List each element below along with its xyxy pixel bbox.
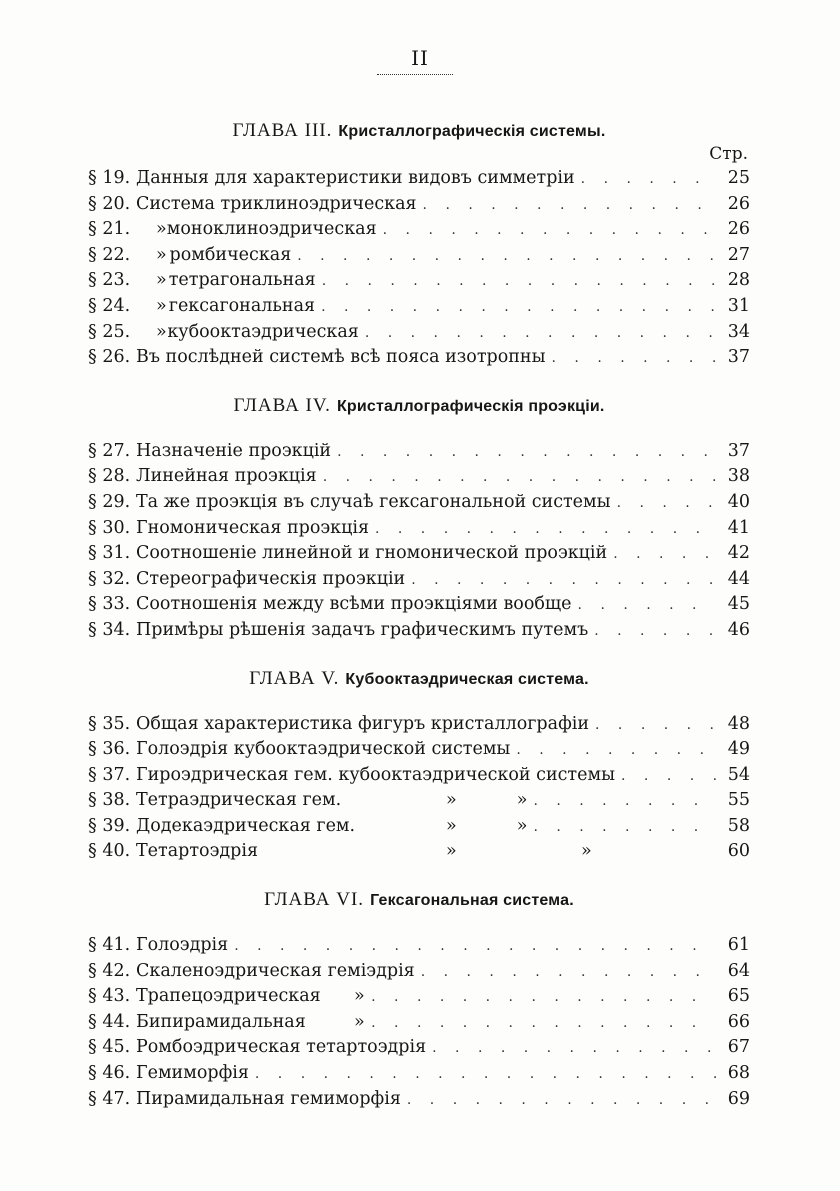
page-ref: 44: [727, 568, 750, 589]
ditto-mark: »: [156, 244, 167, 265]
chapter-3: [88, 116, 750, 371]
toc-entry: [88, 1035, 750, 1061]
toc-entry: [88, 814, 750, 840]
page-ref: 40: [727, 491, 750, 512]
dot-leader: [407, 1088, 716, 1114]
dot-leader: [617, 491, 716, 517]
ditto-mark: »: [354, 986, 365, 1007]
section-number: § 42.: [88, 960, 131, 981]
ditto-mark: »: [156, 321, 167, 342]
ditto-mark: »: [446, 815, 457, 836]
dot-leader: [552, 346, 716, 372]
toc-entry: [88, 464, 750, 490]
toc-entry: [88, 320, 750, 346]
page-ref: 68: [727, 1063, 750, 1084]
section-number: § 41.: [88, 935, 131, 956]
section-title: Система триклиноэдрическая: [136, 193, 417, 214]
page-ref: 25: [727, 168, 750, 188]
section-number: § 46.: [88, 1063, 131, 1084]
section-number: § 20.: [88, 193, 131, 214]
section-title: Пирамидальная гемиморфія: [136, 1088, 401, 1109]
toc-entry: [88, 294, 750, 320]
section-title: Общая характеристика фигуръ кристаллографіи: [136, 713, 590, 734]
dot-leader: [421, 960, 716, 986]
toc-entry: [88, 984, 750, 1010]
dot-leader: [621, 764, 716, 790]
toc-entry: [88, 567, 750, 593]
toc-entry: [88, 243, 750, 269]
dot-leader: [533, 815, 716, 841]
page-ref: 34: [727, 321, 750, 342]
section-number: § 21.: [88, 219, 131, 240]
section-title: Соотношеніе линейной и гномонической проэкцій: [136, 543, 608, 564]
page-ref: 60: [727, 841, 750, 862]
toc-entry: [88, 439, 750, 465]
section-title: Данныя для характеристики видовъ симметріи: [136, 168, 575, 188]
toc-entry: [88, 268, 750, 294]
page-ref: 48: [727, 713, 750, 734]
section-number: § 39.: [88, 815, 131, 836]
chapter-title: Гексагональная система.: [370, 892, 574, 910]
page-ref: 64: [727, 960, 750, 981]
section-number: § 37.: [88, 764, 131, 785]
dot-leader: [375, 517, 716, 543]
chapter-title: Кристаллографическія системы.: [338, 123, 606, 140]
page-ref: 65: [727, 986, 750, 1007]
dot-leader: [411, 568, 716, 594]
page-ref: 37: [727, 347, 750, 368]
toc-entry: [88, 541, 750, 567]
section-title: Тетраэдрическая гем.: [136, 790, 342, 811]
page-ref: 61: [727, 935, 750, 956]
dot-leader: [234, 934, 716, 960]
section-title: Та же проэкція въ случаѣ гексагональной системы: [136, 491, 611, 512]
ditto-mark: »: [516, 815, 528, 836]
section-title: Примѣры рѣшенія задачъ графическимъ путемъ: [136, 619, 589, 640]
dot-leader: [365, 321, 716, 347]
page-ref: 66: [727, 1011, 750, 1032]
chapter-label: ГЛАВА III.: [232, 120, 333, 141]
section-number: § 32.: [88, 568, 131, 589]
toc-entry: [88, 763, 750, 789]
toc-entry: [88, 959, 750, 985]
section-title: Гномоническая проэкція: [136, 517, 369, 538]
page-ref: 49: [727, 739, 750, 760]
toc-entry: [88, 166, 750, 192]
dot-leader: [533, 789, 716, 815]
toc-entry: [88, 1087, 750, 1113]
section-number: § 30.: [88, 517, 131, 538]
toc-entry: [88, 737, 750, 763]
section-title: Бипирамидальная: [136, 1011, 306, 1032]
toc-entry: [88, 490, 750, 516]
toc-entry: [88, 592, 750, 618]
page-ref: 28: [727, 270, 750, 291]
section-title: моноклиноэдрическая: [166, 219, 377, 240]
ditto-mark: »: [446, 841, 457, 862]
ditto-mark: »: [446, 790, 457, 811]
chapter-4: [88, 391, 750, 644]
page-ref: 41: [727, 517, 750, 538]
section-title: Голоэдрія кубооктаэдрической системы: [136, 739, 511, 760]
toc-entry: [88, 933, 750, 959]
page-ref: 31: [727, 295, 750, 316]
dot-leader: [297, 244, 716, 270]
toc-entry: [88, 217, 750, 243]
section-number: § 19.: [88, 168, 131, 188]
ditto-mark: »: [156, 295, 167, 316]
dot-leader: [383, 218, 716, 244]
section-title: Линейная проэкція: [136, 466, 317, 487]
ditto-mark: »: [516, 790, 528, 811]
section-number: § 29.: [88, 491, 131, 512]
toc-entry: [88, 788, 750, 814]
section-number: § 35.: [88, 713, 131, 734]
page-ref: 58: [727, 815, 750, 836]
dot-leader: [423, 193, 716, 219]
section-title: Гемиморфія: [136, 1063, 249, 1084]
section-title: Назначеніе проэкцій: [136, 440, 332, 461]
section-title: Скаленоэдрическая гемiэдрія: [136, 960, 415, 981]
toc-entry: [88, 839, 750, 865]
page-ref: 69: [727, 1088, 750, 1109]
dot-leader: [581, 167, 716, 193]
ditto-mark: »: [156, 270, 167, 291]
section-title: Трапецоэдрическая: [136, 986, 321, 1007]
section-number: § 26.: [88, 347, 131, 368]
ditto-mark: »: [156, 219, 167, 240]
section-title: Соотношенія между всѣми проэкціями вообще: [136, 594, 572, 615]
section-number: § 36.: [88, 739, 131, 760]
chapter-5: [88, 664, 750, 866]
page-ref: 26: [727, 219, 750, 240]
section-title: Голоэдрія: [136, 935, 229, 956]
dot-leader: [323, 465, 716, 491]
section-number: § 44.: [88, 1011, 131, 1032]
table-of-contents: [88, 116, 750, 1112]
toc-entry: [88, 618, 750, 644]
section-number: § 47.: [88, 1088, 131, 1109]
dot-leader: [516, 738, 716, 764]
dot-leader: [337, 440, 716, 466]
page-ref: 38: [727, 466, 750, 487]
section-number: § 28.: [88, 466, 131, 487]
page-ref: 46: [727, 619, 750, 640]
toc-entry: [88, 1061, 750, 1087]
section-title: Въ послѣдней системѣ всѣ пояса изотропны: [136, 347, 546, 368]
page-ref: 37: [727, 440, 750, 461]
section-number: § 34.: [88, 619, 131, 640]
chapter-label: ГЛАВА V.: [249, 667, 340, 689]
section-title: кубооктаэдрическая: [167, 321, 359, 342]
ditto-mark: »: [581, 841, 592, 862]
section-title: Ромбоэдрическая тетартоэдрія: [136, 1037, 427, 1058]
section-number: § 24.: [88, 295, 131, 316]
page-ref: 54: [727, 764, 750, 785]
section-number: § 45.: [88, 1037, 131, 1058]
section-number: § 43.: [88, 986, 131, 1007]
chapter-label: ГЛАВА VI.: [264, 889, 365, 911]
section-title: Гироэдрическая гем. кубооктаэдрической системы: [136, 764, 616, 785]
dot-leader: [321, 295, 716, 321]
dot-leader: [371, 1011, 716, 1037]
dot-leader: [432, 1036, 716, 1062]
dot-leader: [578, 593, 716, 619]
toc-entry: [88, 192, 750, 218]
section-title: ромбическая: [169, 244, 292, 265]
section-number: § 38.: [88, 790, 131, 811]
dot-leader: [371, 985, 716, 1011]
page-ref: 26: [727, 193, 750, 214]
toc-entry: [88, 345, 750, 371]
section-title: Додекаэдрическая гем.: [136, 815, 356, 836]
toc-entry: [88, 516, 750, 542]
chapter-title: Кристаллографическія проэкціи.: [336, 397, 605, 415]
section-title: Тетартоэдрія: [136, 841, 258, 862]
chapter-heading: [88, 391, 750, 421]
chapter-heading: [88, 885, 750, 915]
toc-entry: [88, 1010, 750, 1036]
page-number-rule: [377, 74, 453, 75]
chapter-label: ГЛАВА IV.: [233, 394, 331, 416]
page-ref: 27: [727, 244, 750, 265]
dot-leader: [595, 713, 716, 739]
section-title: Стереографическія проэкціи: [136, 568, 406, 589]
section-title: гексагональная: [168, 295, 316, 316]
dot-leader: [594, 619, 716, 645]
page-ref: 42: [727, 543, 750, 564]
dot-leader: [613, 542, 716, 568]
page-ref: 55: [727, 790, 750, 811]
dot-leader: [322, 269, 716, 295]
chapter-6: [88, 885, 750, 1112]
section-number: § 40.: [88, 841, 131, 862]
section-number: § 27.: [88, 440, 131, 461]
section-number: § 25.: [88, 321, 131, 342]
section-number: § 31.: [88, 543, 131, 564]
chapter-heading: [88, 664, 750, 694]
dot-leader: [255, 1062, 716, 1088]
page-column-label: Стр.: [709, 144, 748, 164]
page-ref: 67: [727, 1037, 750, 1058]
ditto-mark: »: [354, 1011, 365, 1032]
section-number: § 33.: [88, 594, 131, 615]
section-number: § 22.: [88, 244, 131, 265]
toc-entry: [88, 712, 750, 738]
chapter-heading: [88, 116, 750, 146]
page-ref: 45: [727, 594, 750, 615]
section-title: тетрагональная: [168, 270, 316, 291]
section-number: § 23.: [88, 270, 131, 291]
chapter-title: Кубооктаэдрическая система.: [345, 670, 589, 688]
page-number: II: [411, 46, 429, 70]
